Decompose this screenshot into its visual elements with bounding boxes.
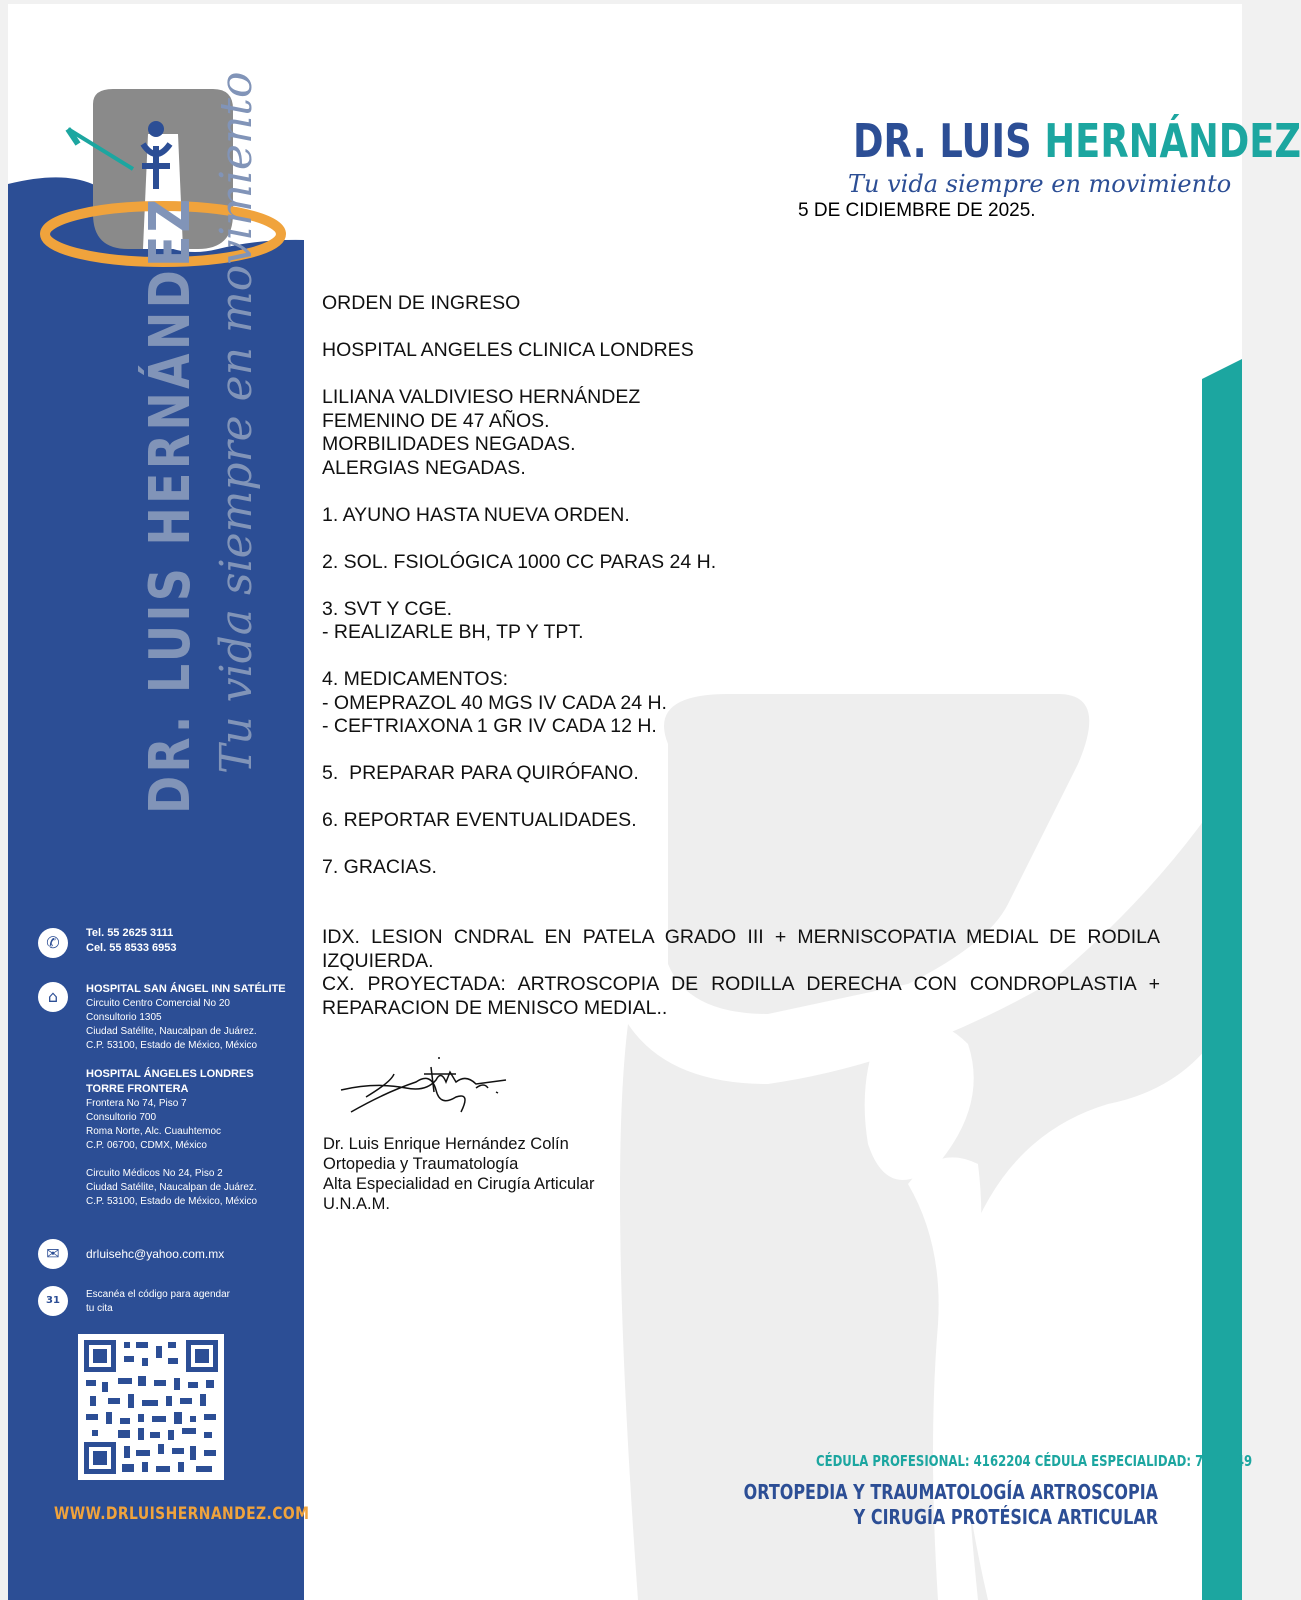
order-body [322,292,1156,880]
calendar-icon: 31 [38,1286,68,1316]
diagnosis-text: IDX. LESION CNDRAL EN PATELA GRADO III + MERNISCOPATIA MEDIAL DE RODILA IZQUIERDA. [322,926,1160,972]
signature-block [323,1134,594,1214]
hospital3-line: C.P. 53100, Estado de México, México [86,1196,258,1207]
patient-info: ALERGIAS NEGADAS. [322,456,526,479]
hospital3-line: Ciudad Satélite, Naucalpan de Juárez. [86,1182,257,1193]
cell-number[interactable]: Cel. 55 8533 6953 [86,942,177,954]
diagnosis-block [322,926,1160,1020]
doctor-university: U.N.A.M. [323,1195,390,1213]
order-item: 5. PREPARAR PARA QUIRÓFANO. [322,762,639,784]
brand-last: HERNÁNDEZ [1044,114,1301,168]
document-date: 5 DE CIDIEMBRE DE 2025. [798,200,1036,221]
order-item: 6. REPORTAR EVENTUALIDADES. [322,809,637,831]
order-item: 3. SVT Y CGE. [322,597,453,620]
hospital1-line: Ciudad Satélite, Naucalpan de Juárez. [86,1026,257,1037]
order-item: 4. MEDICAMENTOS: [322,668,509,690]
patient-info: FEMENINO DE 47 AÑOS. [322,409,550,432]
hospital2-name: HOSPITAL ÁNGELES LONDRES [86,1068,254,1080]
qr-instruction-2: tu cita [86,1303,113,1314]
doctor-specialty: Ortopedia y Traumatología [323,1155,519,1173]
phone-icon: ✆ [38,928,68,958]
hospital2-line: C.P. 06700, CDMX, México [86,1140,207,1151]
order-item: 2. SOL. FSIOLÓGICA 1000 CC PARAS 24 H. [322,550,717,573]
handwritten-signature [336,1052,516,1122]
hospital1-line: C.P. 53100, Estado de México, México [86,1040,258,1051]
home-icon: ⌂ [38,982,68,1012]
hospital1-name: HOSPITAL SAN ÁNGEL INN SATÉLITE [86,983,286,995]
practice-line: ORTOPEDIA Y TRAUMATOLOGÍA ARTROSCOPIA [743,1480,1158,1504]
letterhead-page [8,4,1301,1600]
qr-instruction: Escanéa el código para agendar [86,1289,230,1300]
practice-areas [744,1480,1158,1530]
doctor-name: Dr. Luis Enrique Hernández Colín [323,1135,569,1153]
hospital2-line: Frontera No 74, Piso 7 [86,1098,187,1109]
brand-first: DR. LUIS [853,114,1032,168]
hospital2-tower: TORRE FRONTERA [86,1083,189,1095]
document-title: ORDEN DE INGRESO [322,292,521,314]
order-subitem: - OMEPRAZOL 40 MGS IV CADA 24 H. [322,691,667,714]
order-subitem: - CEFTRIAXONA 1 GR IV CADA 12 H. [322,715,657,737]
email-link[interactable]: drluisehc@yahoo.com.mx [86,1247,225,1261]
hospital1-line: Circuito Centro Comercial No 20 [86,998,230,1009]
doctor-subspecialty: Alta Especialidad en Cirugía Articular [323,1175,595,1193]
hospital2-line: Consultorio 700 [86,1112,157,1123]
order-item: 7. GRACIAS. [322,856,437,878]
order-subitem: - REALIZARLE BH, TP Y TPT. [322,621,584,643]
phone-number[interactable]: Tel. 55 2625 3111 [86,927,174,939]
brand-slogan: Tu vida siempre en movimiento [848,170,1232,198]
practice-line: Y CIRUGÍA PROTÉSICA ARTICULAR [853,1505,1158,1529]
hospital3-line: Circuito Médicos No 24, Piso 2 [86,1168,223,1179]
vertical-brand [138,60,262,814]
hospital1-line: Consultorio 1305 [86,1012,162,1023]
hospital-name: HOSPITAL ANGELES CLINICA LONDRES [322,339,694,361]
website-link[interactable]: WWW.DRLUISHERNANDEZ.COM [54,1504,310,1524]
brand-title [853,114,1301,168]
vertical-name: DR. LUIS HERNÁNDEZ [138,195,203,814]
mail-icon: ✉ [38,1239,68,1269]
hospital2-line: Roma Norte, Alc. Cuauhtemoc [86,1126,222,1137]
patient-name: LILIANA VALDIVIESO HERNÁNDEZ [322,386,641,408]
order-item: 1. AYUNO HASTA NUEVA ORDEN. [322,503,630,526]
sidebar [8,4,310,1600]
license-numbers: CÉDULA PROFESIONAL: 4162204 CÉDULA ESPECIALIDAD: 7130449 [816,1452,1253,1470]
qr-code[interactable] [78,1334,224,1480]
teal-accent-bar [1202,359,1242,1600]
vertical-slogan: Tu vida siempre en movimiento [211,71,262,774]
procedure-text: CX. PROYECTADA: ARTROSCOPIA DE RODILLA DERECHA CON CONDROPLASTIA + REPARACION DE MENISCO MEDIAL.. [322,973,1160,1019]
patient-info: MORBILIDADES NEGADAS. [322,433,576,455]
